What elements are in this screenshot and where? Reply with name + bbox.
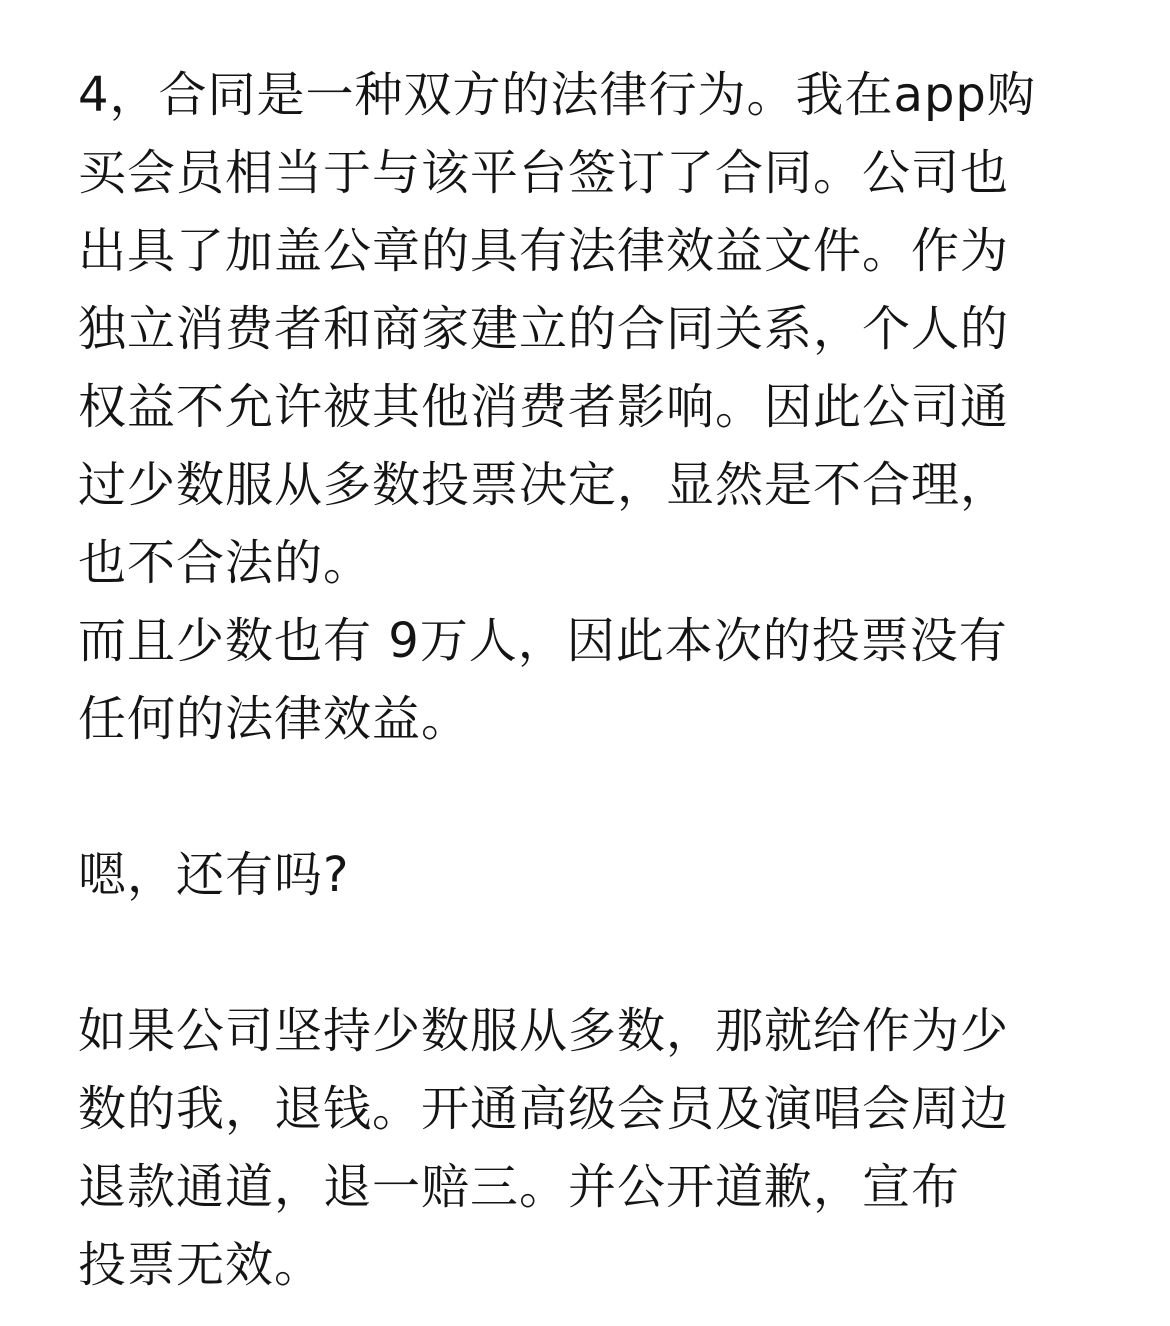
- text-line: 而且少数也有 9万人，因此本次的投票没有: [78, 613, 1008, 669]
- text-line: 嗯，还有吗?: [78, 847, 350, 903]
- text-line: 也不合法的。: [78, 535, 373, 591]
- text-line: 如果公司坚持少数服从多数，那就给作为少: [78, 1003, 1010, 1059]
- text-line: 数的我，退钱。开通高级会员及演唱会周边: [78, 1081, 1010, 1137]
- text-line: 投票无效。: [78, 1237, 324, 1293]
- text-line: 买会员相当于与该平台签订了合同。公司也: [78, 145, 1010, 201]
- paragraph-spacer: [78, 758, 1138, 836]
- paragraph-question: [78, 836, 1138, 914]
- paragraph-demands: [78, 992, 1138, 1304]
- text-line: 独立消费者和商家建立的合同关系，个人的: [78, 301, 1010, 357]
- text-line: 退款通道，退一赔三。并公开道歉，宣布: [78, 1159, 961, 1215]
- document-body: [78, 56, 1138, 1304]
- text-line: 过少数服从多数投票决定，显然是不合理，: [78, 457, 1010, 513]
- text-line: 4，合同是一种双方的法律行为。我在app购: [78, 67, 1036, 123]
- text-line: 权益不允许被其他消费者影响。因此公司通: [78, 379, 1010, 435]
- paragraph-contract-argument: [78, 56, 1138, 602]
- text-line: 出具了加盖公章的具有法律效益文件。作为: [78, 223, 1010, 279]
- paragraph-spacer: [78, 914, 1138, 992]
- paragraph-minority-count: [78, 602, 1138, 758]
- text-line: 任何的法律效益。: [78, 691, 471, 747]
